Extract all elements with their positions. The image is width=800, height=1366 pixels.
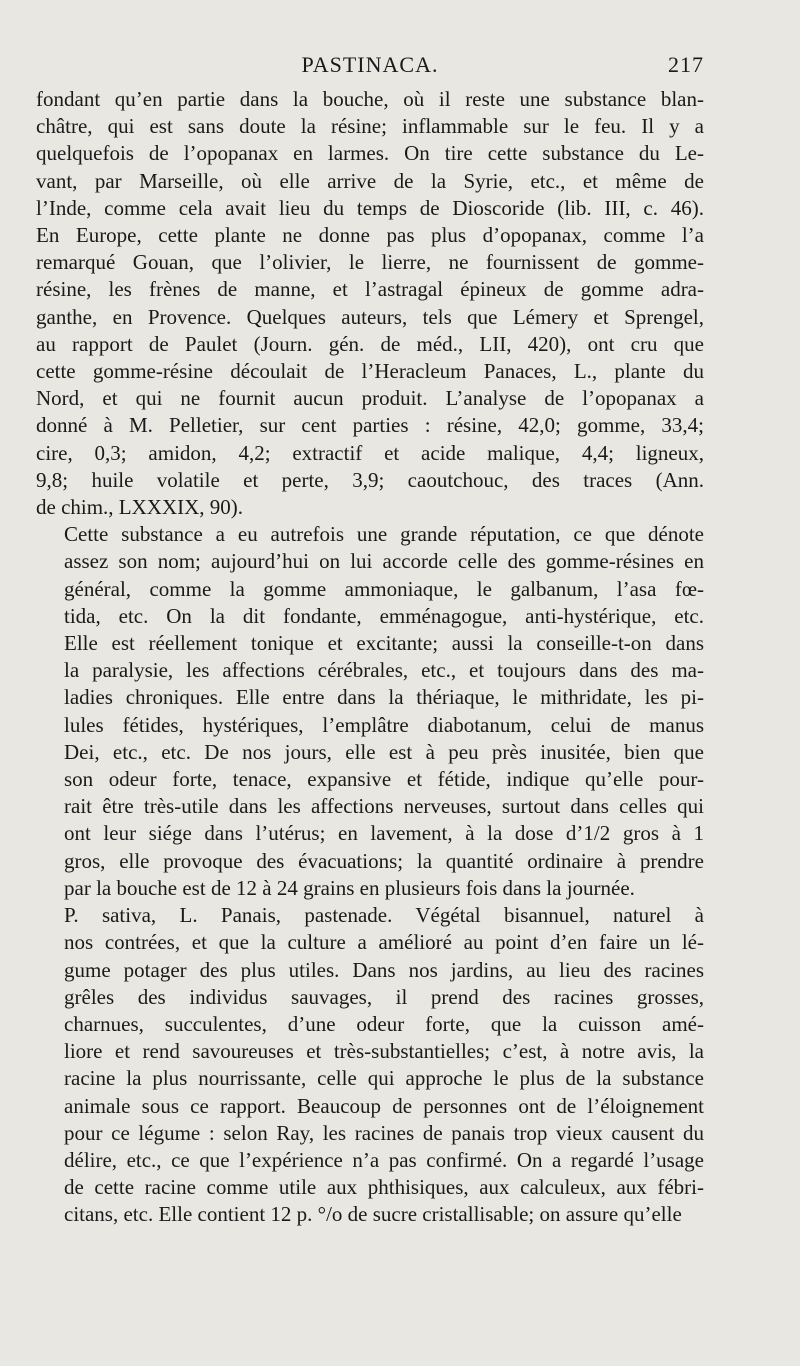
text-line: rait être très-utile dans les affections nerveuses, surtout dans celles qui (64, 794, 704, 819)
text-line: Cette substance a eu autrefois une grande réputation, ce que dénote (64, 522, 704, 547)
text-line: délire, etc., ce que l’expérience n’a pas confirmé. On a regardé l’usage (64, 1147, 704, 1172)
text-line: 9,8; huile volatile et perte, 3,9; caoutchouc, des traces (Ann. (36, 467, 704, 492)
text-line: pour ce légume : selon Ray, les racines de panais trop vieux causent du (64, 1120, 704, 1145)
text-line: cire, 0,3; amidon, 4,2; extractif et acide malique, 4,4; ligneux, (36, 440, 704, 465)
text-line: citans, etc. Elle contient 12 p. °/o de sucre cristallisable; on assure qu’elle (64, 1202, 682, 1227)
text-line: la paralysie, les affections cérébrales, etc., et toujours dans des ma- (64, 658, 704, 683)
text-line: cette gomme-résine découlait de l’Heracleum Panaces, L., plante du (36, 359, 704, 384)
text-line: de chim., LXXXIX, 90). (36, 495, 244, 520)
text-line: liore et rend savoureuses et très-substantielles; c’est, à notre avis, la (64, 1039, 704, 1064)
text-line: son odeur forte, tenace, expansive et fétide, indique qu’elle pour- (64, 767, 704, 792)
body-text (36, 86, 704, 1229)
text-line: de cette racine comme utile aux phthisiques, aux calculeux, aux fébri- (64, 1175, 704, 1200)
text-line: charnues, succulentes, d’une odeur forte, que la cuisson amé- (64, 1011, 704, 1036)
running-title: PASTINACA. (301, 52, 439, 77)
text-line: racine la plus nourrissante, celle qui approche le plus de la substance (64, 1066, 704, 1091)
page-number: 217 (668, 52, 704, 77)
text-line: ont leur siége dans l’utérus; en lavement, à la dose d’1/2 gros à 1 (64, 821, 704, 846)
text-line: grêles des individus sauvages, il prend des racines grosses, (64, 984, 704, 1009)
paragraph (36, 521, 704, 902)
text-line: général, comme la gomme ammoniaque, le galbanum, l’asa fœ- (64, 576, 704, 601)
text-line: Nord, et qui ne fournit aucun produit. L’analyse de l’opopanax a (36, 386, 704, 411)
text-line: Dei, etc., etc. De nos jours, elle est à peu près inusitée, bien que (64, 739, 704, 764)
text-line: tida, etc. On la dit fondante, emménagogue, anti-hystérique, etc. (64, 603, 704, 628)
text-line: donné à M. Pelletier, sur cent parties : résine, 42,0; gomme, 33,4; (36, 413, 704, 438)
text-line: fondant qu’en partie dans la bouche, où il reste une substance blan- (36, 87, 704, 111)
text-line: P. sativa, L. Panais, pastenade. Végétal bisannuel, naturel à (64, 903, 704, 928)
text-line: gume potager des plus utiles. Dans nos jardins, au lieu des racines (64, 957, 704, 982)
text-line: animale sous ce rapport. Beaucoup de personnes ont de l’éloignement (64, 1093, 704, 1118)
text-line: ganthe, en Provence. Quelques auteurs, tels que Lémery et Sprengel, (36, 304, 704, 329)
text-line: au rapport de Paulet (Journ. gén. de méd., LII, 420), ont cru que (36, 331, 704, 356)
text-line: lules fétides, hystériques, l’emplâtre diabotanum, celui de manus (64, 712, 704, 737)
text-line: ladies chroniques. Elle entre dans la thériaque, le mithridate, les pi- (64, 685, 704, 710)
text-line: quelquefois de l’opopanax en larmes. On tire cette substance du Le- (36, 141, 704, 166)
paragraph (36, 902, 704, 1228)
text-line: l’Inde, comme cela avait lieu du temps de Dioscoride (lib. III, c. 46). (36, 195, 704, 220)
paragraph (36, 86, 704, 521)
text-line: remarqué Gouan, que l’olivier, le lierre, ne fournissent de gomme- (36, 250, 704, 275)
text-line: En Europe, cette plante ne donne pas plus d’opopanax, comme l’a (36, 223, 704, 248)
text-line: Elle est réellement tonique et excitante; aussi la conseille-t-on dans (64, 631, 704, 656)
text-line: résine, les frènes de manne, et l’astragal épineux de gomme adra- (36, 277, 704, 302)
text-line: assez son nom; aujourd’hui on lui accorde celle des gomme-résines en (64, 549, 704, 574)
text-line: par la bouche est de 12 à 24 grains en plusieurs fois dans la journée. (64, 875, 635, 900)
text-line: nos contrées, et que la culture a amélioré au point d’en faire un lé- (64, 930, 704, 955)
running-head (36, 50, 704, 86)
text-line: vant, par Marseille, où elle arrive de la Syrie, etc., et même de (36, 168, 704, 193)
text-line: gros, elle provoque des évacuations; la quantité ordinaire à prendre (64, 848, 704, 873)
text-line: châtre, qui est sans doute la résine; inflammable sur le feu. Il y a (36, 114, 704, 139)
